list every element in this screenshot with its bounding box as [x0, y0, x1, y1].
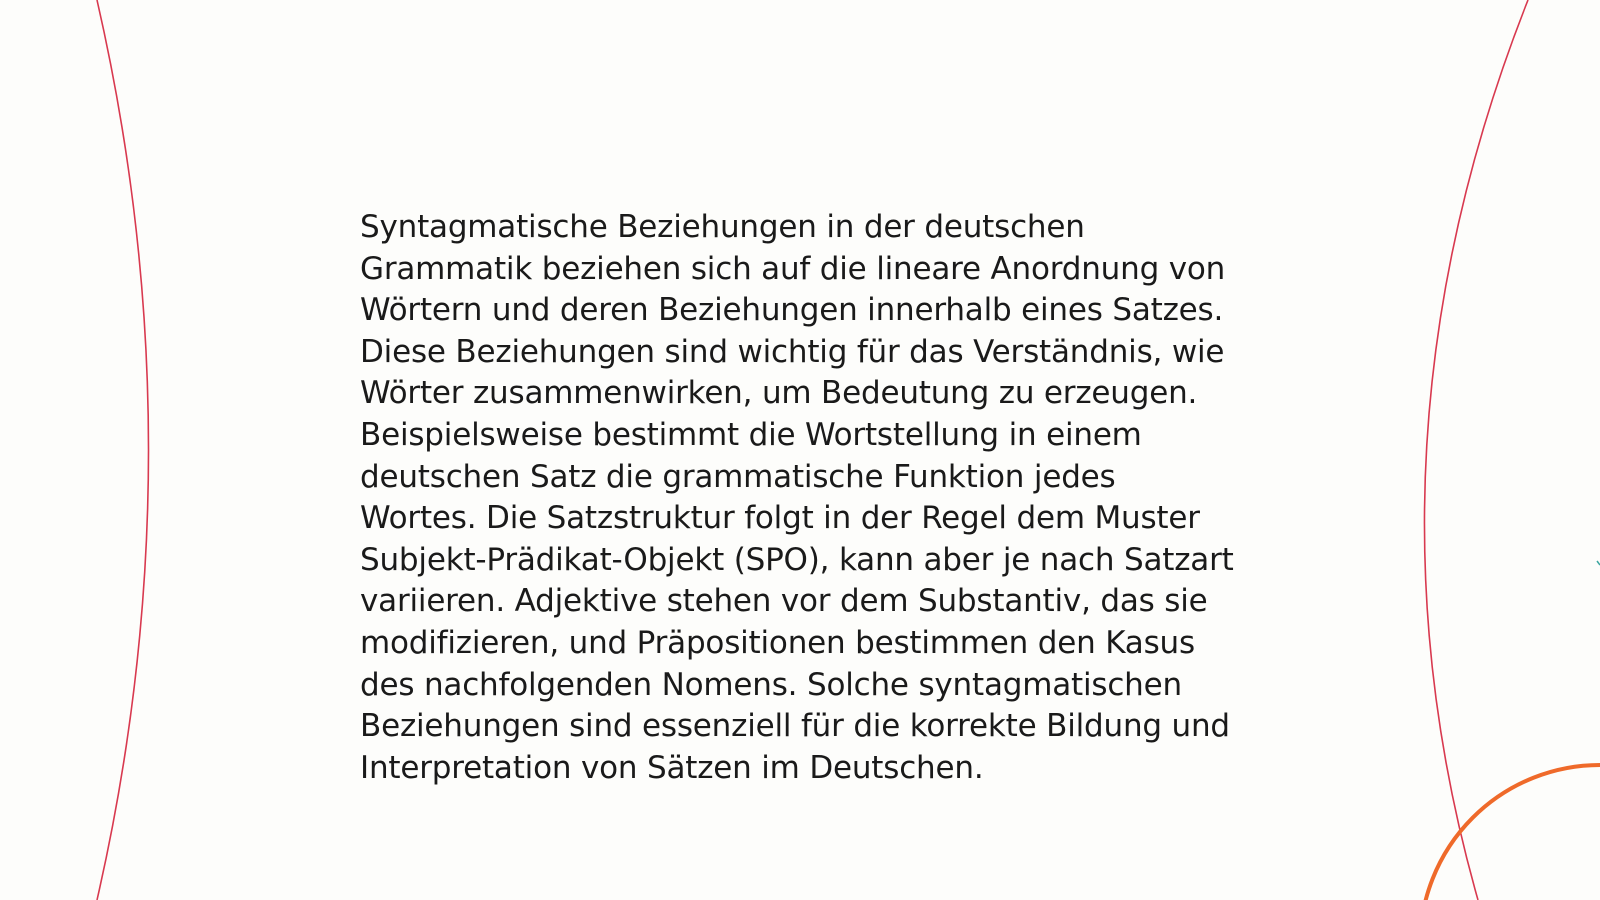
right-red-arc [1424, 0, 1528, 900]
orange-circle-arc [1420, 765, 1600, 900]
slide-body-text: Syntagmatische Beziehungen in der deutschen Grammatik beziehen sich auf die lineare Anordnung von Wörtern und deren Beziehungen innerhalb eines Satzes. Diese Beziehungen sind wichtig für das Verständnis, wie Wörter zusammenwirken, um Bedeutung zu erzeugen. Beispielsweise bestimmt die Wortstellung in einem deutschen Satz die grammatische Funktion jedes Wortes. Die Satzstruktur folgt in der Regel dem Muster Subjekt-Prädikat-Objekt (SPO), kann aber je nach Satzart variieren. Adjektive stehen vor dem Substantiv, das sie modifizieren, und Präpositionen bestimmen den Kasus des nachfolgenden Nomens. Solche syntagmatischen Beziehungen sind essenziell für die korrekte Bildung und Interpretation von Sätzen im Deutschen. [360, 209, 1234, 786]
left-red-arc [97, 0, 149, 900]
